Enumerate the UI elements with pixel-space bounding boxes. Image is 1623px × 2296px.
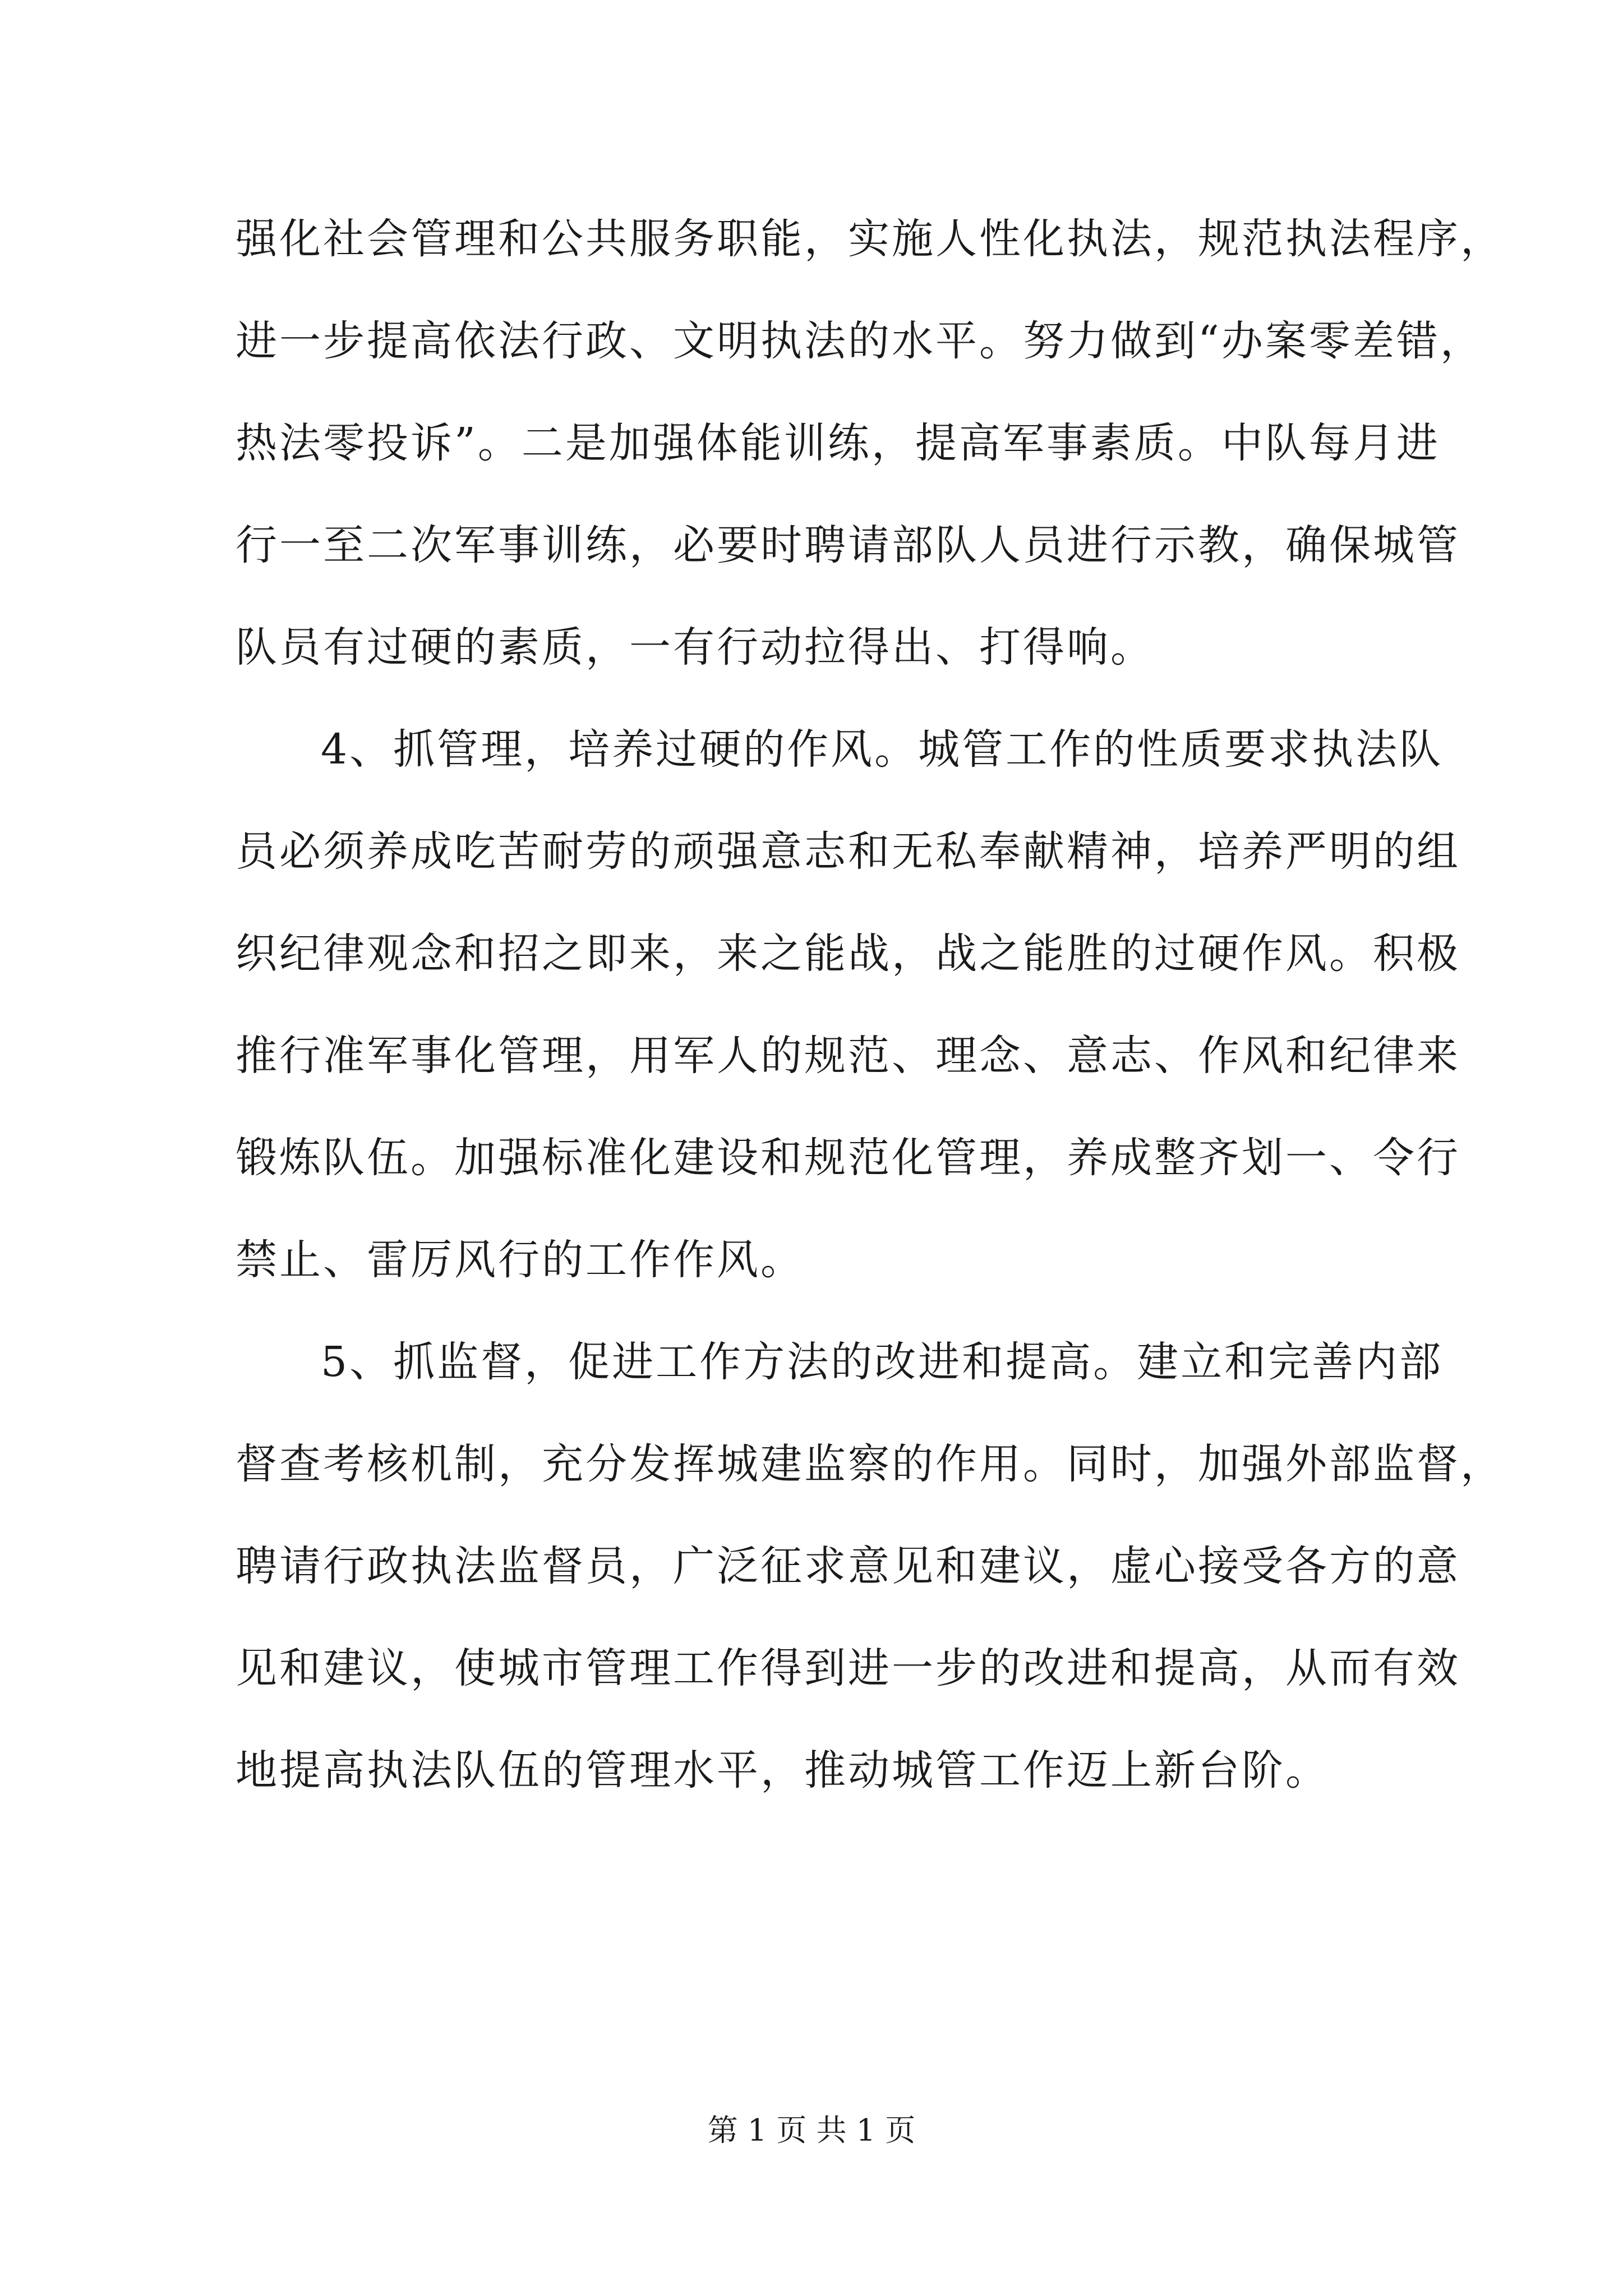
paragraph-line: 队员有过硬的素质，一有行动拉得出、打得响。	[236, 623, 1154, 671]
paragraph-line: 推行准军事化管理，用军人的规范、理念、意志、作风和纪律来	[236, 1032, 1460, 1080]
paragraph-line: 5、抓监督，促进工作方法的改进和提高。建立和完善内部	[321, 1338, 1444, 1386]
paragraph-line: 行一至二次军事训练，必要时聘请部队人员进行示教，确保城管	[236, 521, 1460, 569]
document-body	[236, 188, 1504, 1821]
paragraph-line: 督查考核机制，充分发挥城建监察的作用。同时，加强外部监督，	[236, 1440, 1504, 1488]
paragraph-line: 热法零投诉”。二是加强体能训练，提高军事素质。中队每月进	[236, 419, 1440, 467]
paragraph-line: 进一步提高依法行政、文明执法的水平。努力做到“办案零差错，	[236, 317, 1484, 365]
paragraph-line: 强化社会管理和公共服务职能，实施人性化执法，规范执法程序，	[236, 215, 1504, 263]
paragraph-line: 员必须养成吃苦耐劳的顽强意志和无私奉献精神，培养严明的组	[236, 827, 1460, 876]
paragraph-line: 锻炼队伍。加强标准化建设和规范化管理，养成整齐划一、令行	[236, 1134, 1460, 1182]
paragraph-line: 4、抓管理，培养过硬的作风。城管工作的性质要求执法队	[321, 725, 1444, 774]
paragraph-line: 地提高执法队伍的管理水平，推动城管工作迈上新台阶。	[236, 1746, 1329, 1795]
paragraph-line: 聘请行政执法监督员，广泛征求意见和建议，虚心接受各方的意	[236, 1542, 1460, 1590]
paragraph-line: 见和建议，使城市管理工作得到进一步的改进和提高，从而有效	[236, 1644, 1460, 1692]
paragraph-line: 织纪律观念和招之即来，来之能战，战之能胜的过硬作风。积极	[236, 930, 1460, 978]
paragraph-line: 禁止、雷厉风行的工作作风。	[236, 1236, 804, 1284]
page-number-footer: 第 1 页 共 1 页	[707, 2113, 916, 2148]
